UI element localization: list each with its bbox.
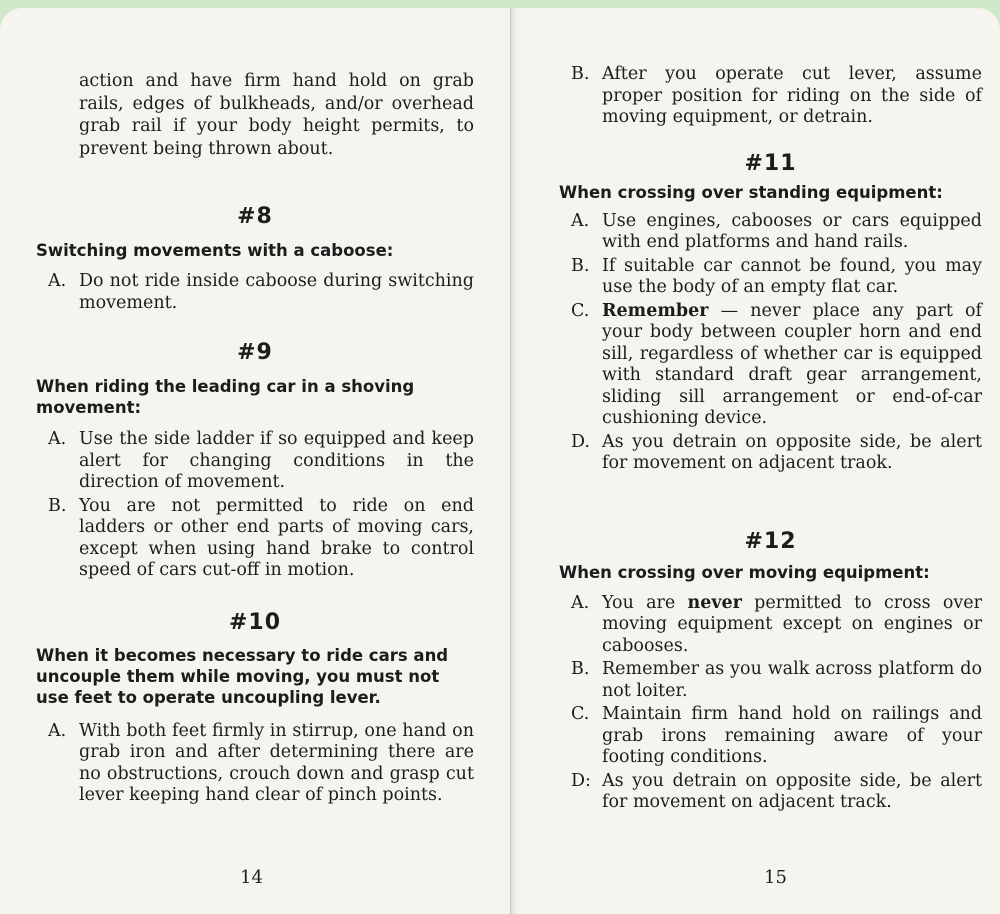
item-letter: D: xyxy=(571,770,591,791)
rule-8-item-a xyxy=(36,271,474,314)
rule-9-heading: When riding the leading car in a shoving movement: xyxy=(36,377,415,417)
item-text: With both feet firmly in stirrup, one hand on grab iron and after determining there are no obstructions, crouch down and grasp cut lever keeping hand clear of pinch points. xyxy=(79,720,474,805)
item-letter: A. xyxy=(48,720,67,741)
item-text: If suitable car cannot be found, you may use the body of an empty flat car. xyxy=(602,255,982,297)
rule-10-heading: When it becomes necessary to ride cars and uncouple them while moving, you must not use feet to operate uncoupling lever. xyxy=(36,645,449,707)
item-text: Remember as you walk across platform do not loiter. xyxy=(602,659,982,701)
rule-12-item-a xyxy=(559,593,982,658)
item-text: As you detrain on opposite side, be alert for movement on adjacent traok. xyxy=(602,431,982,473)
item-text xyxy=(602,301,982,430)
item-text: Do not ride inside caboose during switching movement. xyxy=(79,271,474,313)
rule-11-item-b xyxy=(559,256,982,299)
continuation-paragraph: action and have firm hand hold on grab rails, edges of bulkheads, and/or overhead grab rail if your body height permits, to prevent being thrown about. xyxy=(79,71,474,159)
rule-11-item-c xyxy=(559,301,982,430)
item-text-before: You are xyxy=(602,592,688,613)
item-letter: C. xyxy=(571,704,590,724)
item-text-rest: — never place any part of your body between coupler horn and end sill, regardless of whether car is equipped with standard draft gear arrangement, sliding sill arrangement or end-of-car cushioning device. xyxy=(602,300,982,428)
item-letter: B. xyxy=(571,64,590,84)
rule-9-item-b xyxy=(36,496,474,582)
item-text: After you operate cut lever, assume proper position for riding on the side of moving equipment, or detrain. xyxy=(602,64,982,127)
left-page xyxy=(0,8,510,914)
rule-number-12: #12 xyxy=(744,528,797,554)
item-letter: D. xyxy=(571,431,590,452)
booklet-spread xyxy=(0,8,1000,914)
rule-8-heading: Switching movements with a caboose: xyxy=(36,241,394,260)
item-letter: A. xyxy=(48,429,67,449)
item-text: Maintain firm hand hold on railings and grab irons remaining aware of your footing conditions. xyxy=(602,704,982,767)
item-text: As you detrain on opposite side, be alert for movement on adjacent track. xyxy=(602,770,982,812)
item-letter: A. xyxy=(571,210,590,231)
item-letter: A. xyxy=(48,271,67,291)
right-page xyxy=(510,8,1000,914)
rule-11-item-d xyxy=(559,432,982,475)
rule-12-item-b xyxy=(559,659,982,702)
item-text xyxy=(602,593,982,658)
rule-12-heading: When crossing over moving equipment: xyxy=(559,562,930,582)
page-number: 15 xyxy=(764,867,787,888)
item-text: You are not permitted to ride on end ladders or other end parts of moving cars, except when using hand brake to control speed of cars cut-off in motion. xyxy=(79,495,474,580)
rule-11-item-a xyxy=(559,211,982,254)
item-letter: C. xyxy=(571,300,590,321)
emphasis-never: never xyxy=(687,592,742,613)
rule-10-item-b xyxy=(559,64,982,129)
rule-9-item-a xyxy=(36,429,474,494)
item-text-after: permitted to cross over moving equipment except on engines or cabooses. xyxy=(602,592,982,656)
rule-12-item-d xyxy=(559,771,982,814)
page-number: 14 xyxy=(240,867,263,888)
item-text: Use the side ladder if so equipped and keep alert for changing conditions in the direction of movement. xyxy=(79,429,474,492)
rule-11-heading: When crossing over standing equipment: xyxy=(559,182,943,202)
rule-12-item-c xyxy=(559,704,982,769)
emphasis-remember: Remember xyxy=(602,300,709,321)
item-letter: B. xyxy=(571,255,590,276)
item-text: Use engines, cabooses or cars equipped with end platforms and hand rails. xyxy=(602,210,982,252)
item-letter: A. xyxy=(571,592,590,613)
item-letter: B. xyxy=(571,659,590,679)
rule-number-9: #9 xyxy=(237,340,273,365)
item-letter: B. xyxy=(48,495,67,516)
rule-number-10: #10 xyxy=(228,609,282,635)
rule-number-11: #11 xyxy=(744,150,797,176)
rule-number-8: #8 xyxy=(237,204,273,229)
rule-10-item-a xyxy=(36,721,474,807)
